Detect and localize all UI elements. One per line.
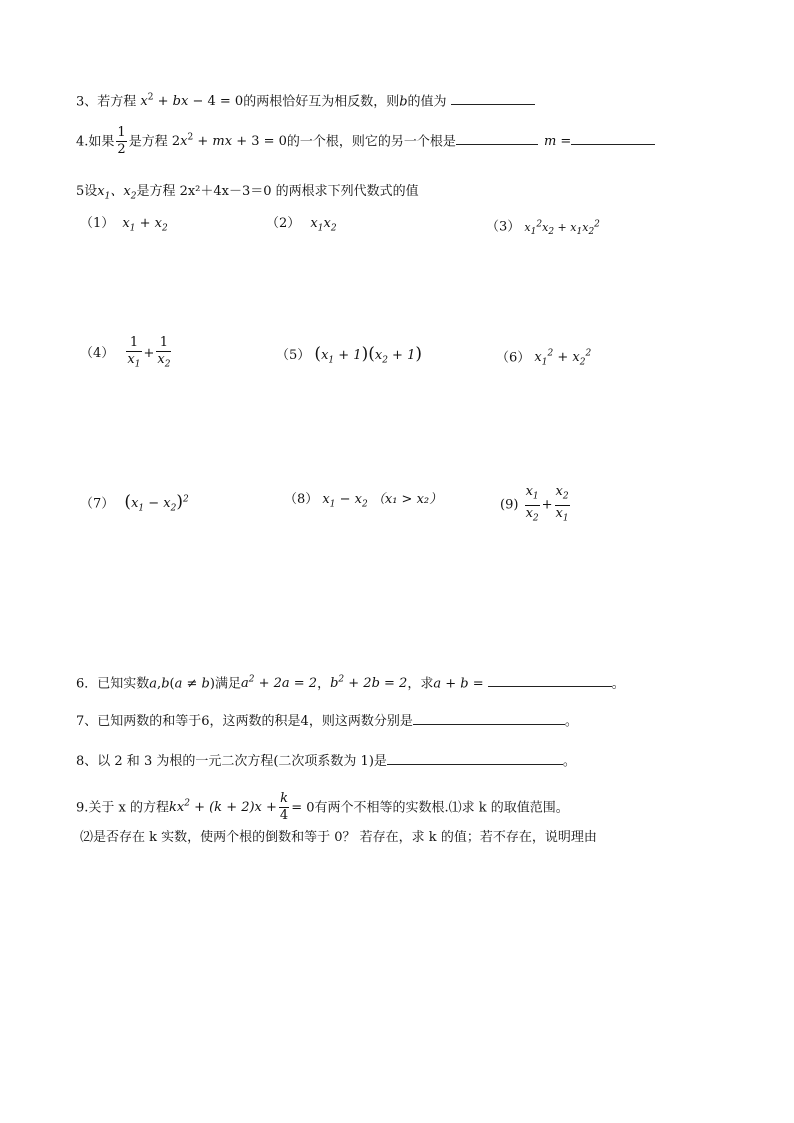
q5-item-1: （1） $x_1 + x_2$ bbox=[80, 216, 168, 234]
q6-eq-a: $a^2 + 2a = 2$ bbox=[240, 675, 318, 692]
q6-answer-blank[interactable] bbox=[488, 674, 612, 687]
q6-sep: ， bbox=[317, 676, 331, 692]
q5-expr-2: $x_1x_2$ bbox=[310, 216, 337, 234]
q3-answer-blank[interactable] bbox=[451, 92, 535, 105]
question-3 bbox=[76, 88, 535, 112]
q5-item-9: (9) $\frac{x_1}{x_2}$ + $\frac{x_2}{x_1}$ bbox=[500, 484, 572, 526]
q9-frac-k-4: $\frac{k}{4}$ bbox=[279, 791, 289, 824]
q6-vars: a bbox=[149, 676, 158, 692]
q3-equation: $x^2$ + bx − 4 = 0 bbox=[140, 93, 244, 110]
q6-sum: a + b = bbox=[433, 676, 484, 692]
q7-text: 7、已知两数的和等于6，这两数的积是4，则这两数分别是 bbox=[76, 714, 413, 729]
q3-eq-tail: 的两根恰好互为相反数，则 bbox=[243, 94, 400, 110]
q6-prefix: 6．已知实数 bbox=[76, 676, 150, 692]
q4-mid2: 的一个根，则它的另一个根是 bbox=[286, 134, 456, 150]
q5-item-3: （3） $x_1^2x_2 + x_1x_2^2$ bbox=[486, 219, 600, 237]
q5-item-4: （4） $\frac{1}{x_1}$ + $\frac{1}{x_2}$ bbox=[80, 334, 173, 374]
q9-suffix: 有两个不相等的实数根.⑴求 k 的取值范围。 bbox=[314, 800, 569, 816]
q6-eq-b: $b^2 + 2b = 2$ bbox=[330, 675, 408, 692]
question-9: 9.关于 x 的方程$kx^2 + (k + 2)x$ + $\frac{k}{4}$ = 0有两个不相等的实数根.⑴求 k 的取值范围。 bbox=[76, 791, 569, 824]
q6-mid3: ，求 bbox=[407, 676, 434, 692]
q5-item-6: （6） $x_1^2 + x_2^2$ bbox=[496, 349, 592, 368]
question-5 bbox=[76, 182, 419, 207]
q5-frac-x1-x2: $\frac{x_1}{x_2}$ bbox=[525, 484, 540, 526]
q4-root-blank[interactable] bbox=[456, 132, 538, 145]
q5-expr-3: $x_1^2x_2 + x_1x_2^2$ bbox=[524, 219, 600, 237]
q3-suffix: 的值为 bbox=[407, 94, 447, 110]
q4-prefix: 4.如果 bbox=[76, 134, 115, 150]
q5-item-2: （2） $x_1x_2$ bbox=[266, 216, 337, 234]
q3-prefix: 3、若方程 bbox=[76, 94, 137, 110]
q5-expr-7: $(x_1 - x_2)^2$ bbox=[124, 492, 189, 514]
question-9-part-2 bbox=[80, 828, 597, 848]
q5-mid: 是方程 2x²＋4x－3＝0 的两根求下列代数式的值 bbox=[136, 184, 419, 199]
q5-prefix: 5设 bbox=[76, 184, 98, 199]
q8-text: 8、以 2 和 3 为根的一元二次方程(二次项系数为 1)是 bbox=[76, 754, 387, 769]
q5-frac-1-x2: $\frac{1}{x_2}$ bbox=[156, 335, 171, 373]
q5-roots: $x_1$、$x_2$ bbox=[97, 184, 137, 202]
question-8: 8、以 2 和 3 为根的一元二次方程(二次项系数为 1)是 。 bbox=[76, 754, 576, 769]
q5-frac-x2-x1: $\frac{x_2}{x_1}$ bbox=[555, 484, 570, 526]
q8-answer-blank[interactable] bbox=[387, 752, 563, 765]
q4-m-label: m = bbox=[543, 134, 572, 150]
q9-equation: $kx^2 + (k + 2)x$ + bbox=[169, 799, 277, 816]
q4-equation: $2x^2$ + mx + 3 = 0 bbox=[171, 133, 287, 150]
q9-part2: ⑵是否存在 k 实数，使两个根的倒数和等于 0？ 若存在，求 k 的值；若不存在，说明理由 bbox=[80, 830, 597, 845]
q6-mid: 满足 bbox=[214, 676, 241, 692]
q5-item-7: （7） $(x_1 - x_2)^2$ bbox=[80, 492, 189, 514]
q5-expr-1: $x_1 + x_2$ bbox=[122, 216, 168, 234]
q4-m-blank[interactable] bbox=[571, 132, 655, 145]
q5-item-5: （5） $(x_1 + 1)(x_2 + 1)$ bbox=[276, 344, 422, 366]
question-6: 6．已知实数a,b(a ≠ b)满足$a^2 + 2a = 2$，$b^2 + 2b = 2$，求a + b = 。 bbox=[76, 675, 625, 692]
q5-cond-8: （x₁ > x₂） bbox=[371, 492, 443, 507]
q9-prefix: 9.关于 x 的方程 bbox=[76, 800, 169, 816]
q5-expr-5: $(x_1 + 1)(x_2 + 1)$ bbox=[314, 344, 422, 366]
q5-item-8: （8） $x_1 - x_2$ （x₁ > x₂） bbox=[284, 492, 443, 510]
question-7: 7、已知两数的和等于6，这两数的积是4，则这两数分别是 。 bbox=[76, 714, 578, 729]
q5-expr-8: $x_1 - x_2$ bbox=[322, 492, 368, 510]
q3-var-b: b bbox=[399, 94, 408, 110]
q5-expr-6: $x_1^2 + x_2^2$ bbox=[534, 349, 592, 368]
q5-frac-1-x1: $\frac{1}{x_1}$ bbox=[126, 335, 141, 373]
q4-fraction-half: $\frac{1}{2}$ bbox=[117, 125, 126, 158]
question-4 bbox=[76, 120, 655, 160]
q7-answer-blank[interactable] bbox=[413, 712, 565, 725]
q4-mid1: 是方程 bbox=[128, 134, 168, 150]
